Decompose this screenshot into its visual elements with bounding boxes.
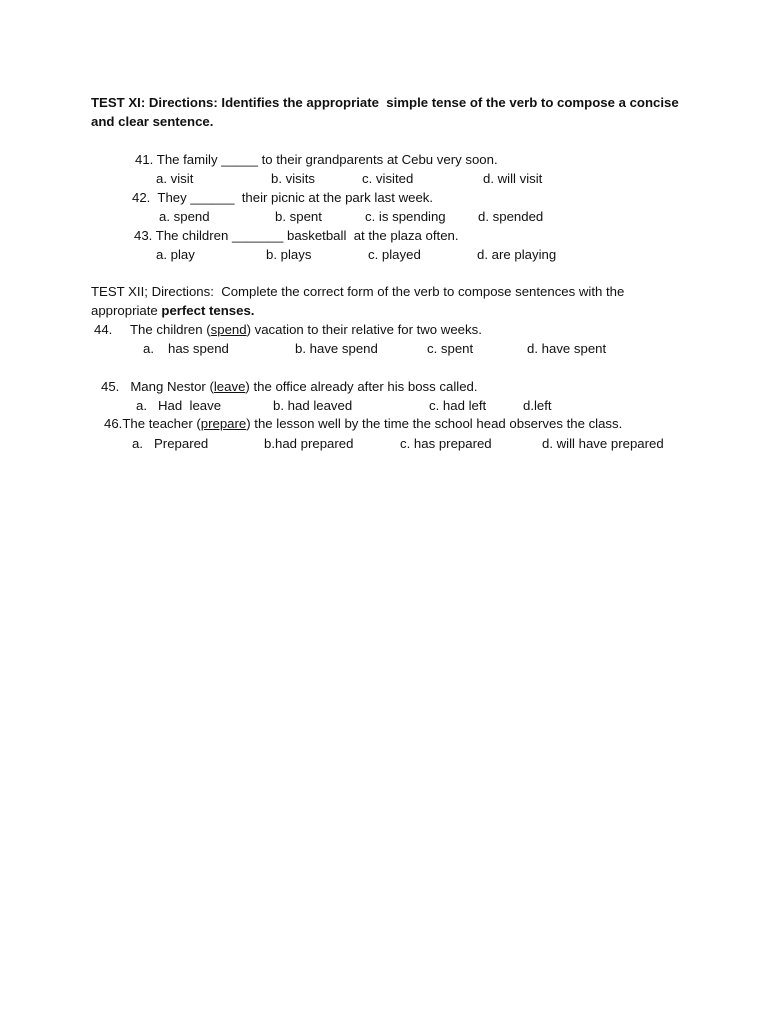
question-43-option-a: a. play [156, 247, 195, 262]
question-42-option-a: a. spend [159, 209, 210, 224]
question-44-option-d: d. have spent [527, 341, 607, 356]
question-46-option-c: c. has prepared [400, 436, 492, 451]
question-45-option-b: b. had leaved [273, 398, 353, 413]
question-41-option-d: d. will visit [483, 171, 543, 186]
question-46-option-a-letter: a. [132, 436, 143, 451]
question-46-option-d: d. will have prepared [542, 436, 664, 451]
question-46-option-a: Prepared [154, 436, 209, 451]
question-46-stem-post: ) the lesson well by the time the school head observes the class. [246, 416, 623, 431]
test-xii-directions-line1: TEST XII; Directions: Complete the correct form of the verb to compose sentences with the [91, 284, 625, 299]
question-45-option-a-letter: a. [136, 398, 147, 413]
question-44-option-a-letter: a. [143, 341, 154, 356]
test-xi-directions-line2: and clear sentence. [91, 114, 214, 129]
question-44-option-a: has spend [168, 341, 229, 356]
question-44-stem-post: ) vacation to their relative for two weeks. [246, 322, 482, 337]
question-43-option-c: c. played [368, 247, 421, 262]
question-43-option-d: d. are playing [477, 247, 557, 262]
question-42-option-b: b. spent [275, 209, 322, 224]
question-46-option-b: b.had prepared [264, 436, 354, 451]
question-41-option-c: c. visited [362, 171, 414, 186]
question-44-verb: spend [210, 322, 247, 337]
perfect-tenses-label: perfect tenses. [161, 303, 255, 318]
question-44-option-c: c. spent [427, 341, 474, 356]
question-44-stem [130, 320, 482, 339]
question-45-verb: leave [213, 379, 246, 394]
question-42-option-c: c. is spending [365, 209, 446, 224]
question-45-stem-pre: 45. Mang Nestor ( [101, 379, 214, 394]
test-xii-directions-prefix: appropriate [91, 303, 162, 318]
question-46-stem-pre: 46.The teacher ( [104, 416, 201, 431]
question-45-option-c: c. had left [429, 398, 487, 413]
question-44-option-b: b. have spend [295, 341, 378, 356]
question-45-option-a: Had leave [158, 398, 222, 413]
question-44-stem-pre: The children ( [130, 322, 211, 337]
question-43-option-b: b. plays [266, 247, 312, 262]
question-45-stem [101, 377, 478, 396]
test-xi-directions-line1: TEST XI: Directions: Identifies the appropriate simple tense of the verb to compose a concise [91, 95, 679, 110]
question-45-option-d: d.left [523, 398, 552, 413]
question-45-stem-post: ) the office already after his boss called. [245, 379, 478, 394]
question-41-stem: 41. The family _____ to their grandparents at Cebu very soon. [135, 152, 498, 167]
question-46-stem [104, 414, 622, 433]
question-41-option-b: b. visits [271, 171, 315, 186]
question-44-number: 44. [94, 322, 113, 337]
question-43-stem: 43. The children _______ basketball at the plaza often. [134, 228, 459, 243]
question-41-option-a: a. visit [156, 171, 194, 186]
question-42-option-d: d. spended [478, 209, 544, 224]
question-42-stem: 42. They ______ their picnic at the park last week. [132, 190, 434, 205]
test-xii-directions-line2 [91, 301, 254, 320]
question-46-verb: prepare [200, 416, 247, 431]
